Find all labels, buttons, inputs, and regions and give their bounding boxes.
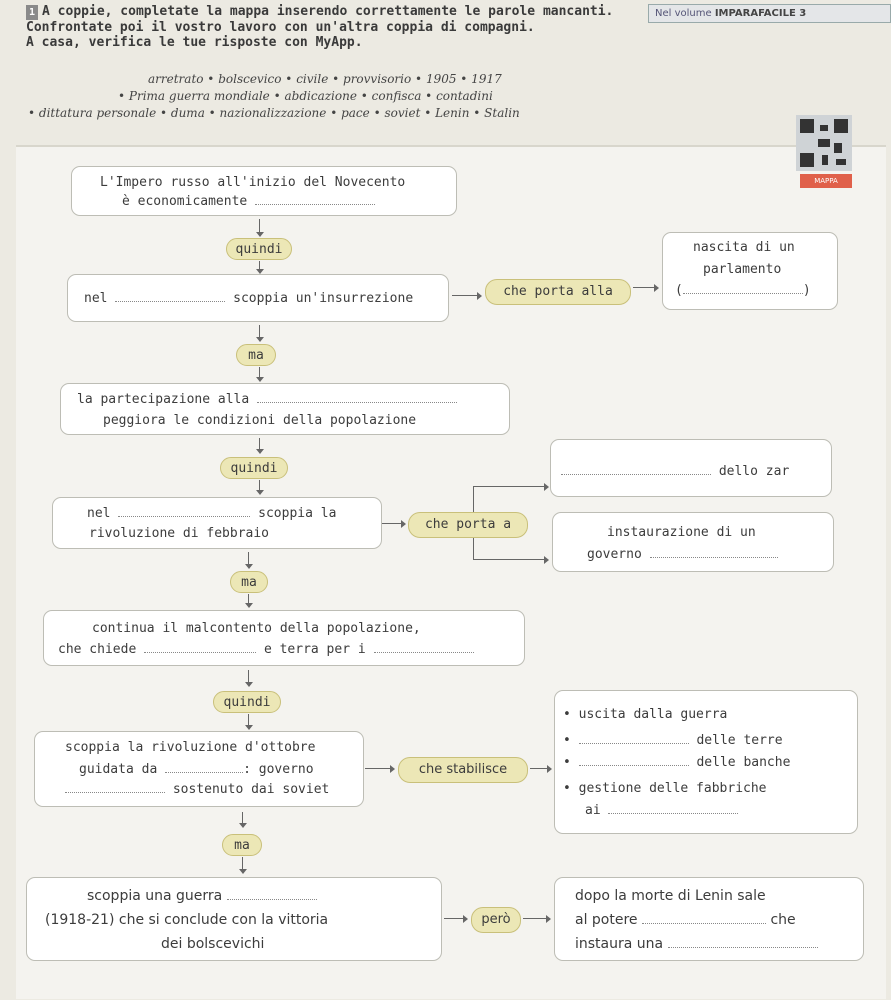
arrow-right	[530, 765, 552, 773]
box-abdicazione-zar: dello zar	[550, 439, 832, 497]
blank-field[interactable]	[255, 204, 375, 205]
connector-ma: ma	[230, 571, 268, 593]
instruction-line-2: Confrontate poi il vostro lavoro con un'altra coppia di compagni.	[26, 20, 535, 35]
instruction-line-1: 1 A coppie, completate la mappa inserendo correttamente le parole mancanti.	[26, 4, 676, 20]
box-provvedimenti: • uscita dalla guerra • delle terre • delle banche • gestione delle fabbriche ai	[554, 690, 858, 834]
arrow-down	[238, 857, 248, 874]
arrow-down	[255, 438, 265, 454]
volume-reference: Nel volume IMPARAFACILE 3	[648, 4, 891, 23]
blank-field[interactable]	[608, 813, 738, 814]
arrow-down	[244, 594, 254, 608]
connector-ma: ma	[236, 344, 276, 366]
blank-field[interactable]	[642, 923, 766, 924]
connector-quindi: quindi	[220, 457, 288, 479]
blank-field[interactable]	[561, 474, 711, 475]
arrow-down	[244, 714, 254, 730]
connector-quindi: quindi	[213, 691, 281, 713]
blank-field[interactable]	[374, 652, 474, 653]
instruction-line-3: A casa, verifica le tue risposte con MyApp.	[26, 35, 363, 50]
arrow-right	[473, 483, 549, 491]
exercise-number: 1	[26, 5, 38, 20]
instructions	[26, 4, 676, 50]
arrow-right	[452, 292, 482, 300]
connector-quindi: quindi	[226, 238, 292, 260]
arrow-right	[365, 765, 395, 773]
connector-che-stabilisce: che stabilisce	[398, 757, 528, 783]
arrow-down	[244, 552, 254, 569]
box-impero-russo: L'Impero russo all'inizio del Novecento è economicamente	[71, 166, 457, 216]
blank-field[interactable]	[650, 557, 778, 558]
blank-field[interactable]	[579, 743, 689, 744]
connector-che-porta-a: che porta a	[408, 512, 528, 538]
arrow-right	[633, 284, 659, 292]
blank-field[interactable]	[115, 301, 225, 302]
blank-field[interactable]	[65, 792, 165, 793]
arrow-down	[255, 219, 265, 237]
blank-field[interactable]	[257, 402, 457, 403]
box-malcontento: continua il malcontento della popolazione, che chiede e terra per i	[43, 610, 525, 666]
arrow-down	[255, 480, 265, 495]
connector-che-porta-alla: che porta alla	[485, 279, 631, 305]
blank-field[interactable]	[165, 772, 243, 773]
blank-field[interactable]	[579, 765, 689, 766]
blank-field[interactable]	[668, 947, 818, 948]
word-bank-line-2: • Prima guerra mondiale • abdicazione • confisca • contadini	[118, 89, 493, 103]
qr-code-icon[interactable]	[796, 115, 852, 171]
arrow-right	[473, 556, 549, 564]
blank-field[interactable]	[144, 652, 256, 653]
box-rivoluzione-ottobre: scoppia la rivoluzione d'ottobre guidata da : governo sostenuto dai soviet	[34, 731, 364, 807]
word-bank-line-1: arretrato • bolscevico • civile • provvisorio • 1905 • 1917	[148, 72, 502, 86]
arrow-down	[255, 261, 265, 274]
word-bank-line-3: • dittatura personale • duma • nazionalizzazione • pace • soviet • Lenin • Stalin	[28, 106, 520, 120]
arrow-down	[244, 670, 254, 687]
blank-field[interactable]	[227, 899, 317, 900]
arrow-right	[382, 520, 406, 528]
box-stalin: dopo la morte di Lenin sale al potere che instaura una	[554, 877, 864, 961]
box-guerra-civile: scoppia una guerra (1918-21) che si conclude con la vittoria dei bolscevichi	[26, 877, 442, 961]
arrow-down	[255, 367, 265, 382]
blank-field[interactable]	[118, 516, 250, 517]
arrow-right	[444, 915, 468, 923]
mappa-badge: MAPPA	[800, 174, 852, 188]
arrow-right	[523, 915, 551, 923]
box-insurrezione: nel scoppia un'insurrezione	[67, 274, 449, 322]
box-partecipazione-guerra: la partecipazione alla peggiora le condizioni della popolazione	[60, 383, 510, 435]
box-parlamento: nascita di un parlamento ( )	[662, 232, 838, 310]
connector-pero: però	[471, 907, 521, 933]
box-rivoluzione-febbraio: nel scoppia la rivoluzione di febbraio	[52, 497, 382, 549]
arrow-down	[238, 812, 248, 828]
box-governo-provvisorio: instaurazione di un governo	[552, 512, 834, 572]
blank-field[interactable]	[683, 293, 803, 294]
connector-ma: ma	[222, 834, 262, 856]
arrow-down	[255, 325, 265, 342]
